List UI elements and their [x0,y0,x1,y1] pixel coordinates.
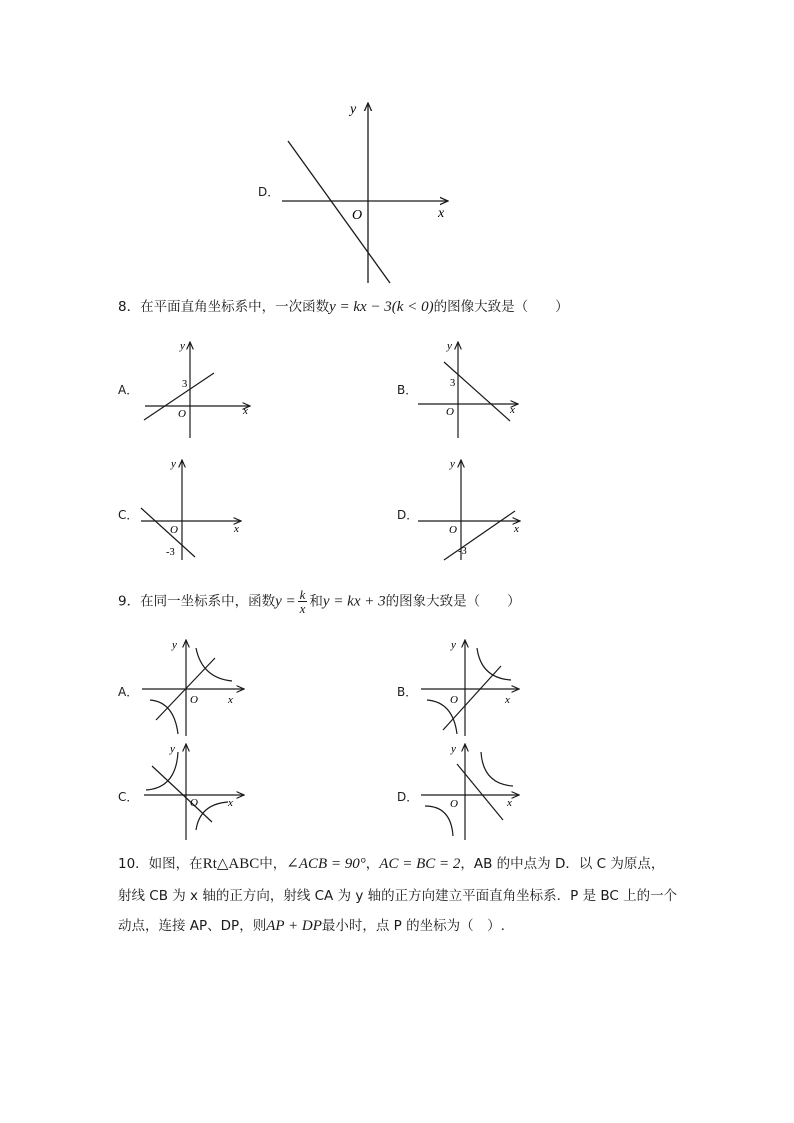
q10-line-2: 射线 CB 为 x 轴的正方向，射线 CA 为 y 轴的正方向建立平面直角坐标系．P 是 BC 上的一个 [118,888,678,904]
svg-text:O: O [190,797,198,809]
svg-text:y: y [172,639,177,651]
svg-text:O: O [190,694,198,706]
q8-option-c-label[interactable]: C． [118,508,139,522]
svg-text:x: x [510,404,515,416]
svg-text:O: O [170,524,178,536]
svg-text:3: 3 [182,379,188,390]
q9-stem: 9．在同一坐标系中，函数y = $\frac{k}{x}$ 和y = kx + 3的图象大致是（ ） [118,587,521,616]
svg-text:x: x [234,523,239,535]
x-axis-label: x [438,206,445,221]
q9-option-a-label[interactable]: A． [118,685,139,699]
svg-text:O: O [450,694,458,706]
q8-option-c-graph[interactable] [135,456,247,562]
svg-text:O: O [178,408,186,420]
svg-text:-3: -3 [166,547,175,558]
q9-option-c-label[interactable]: C． [118,790,139,804]
q8-option-a-graph[interactable] [140,338,255,440]
svg-text:x: x [228,694,233,706]
svg-text:O: O [449,524,457,536]
q9-option-d-graph[interactable] [417,740,525,842]
svg-text:y: y [451,743,456,755]
svg-text:y: y [450,458,455,470]
svg-text:y: y [171,458,176,470]
q8-option-b-label[interactable]: B． [397,383,418,397]
svg-text:3: 3 [450,378,456,389]
svg-text:x: x [243,405,248,417]
q9-option-a-graph[interactable] [140,636,250,738]
y-axis-label: y [350,102,357,117]
q10-line-3: 动点，连接 AP、DP，则AP + DP最小时，点 P 的坐标为（ ）. [118,918,505,934]
q9-option-b-label[interactable]: B． [397,685,418,699]
q8-option-d-graph[interactable] [414,456,526,562]
q7-d-line [288,141,390,283]
svg-text:y: y [447,340,452,352]
svg-text:y: y [180,340,185,352]
q9-option-b-graph[interactable] [417,636,525,738]
origin-label: O [352,208,363,223]
svg-text:x: x [507,797,512,809]
q7-option-d-graph [270,95,460,290]
svg-text:O: O [446,406,454,418]
q8-option-a-label[interactable]: A． [118,383,139,397]
q8-stem: 8．在平面直角坐标系中，一次函数y = kx − 3(k < 0)的图像大致是（ ） [118,299,569,315]
svg-text:y: y [170,743,175,755]
q9-option-c-graph[interactable] [140,740,250,842]
q10-line-1: 10．如图，在Rt△ABC中，∠ACB = 90°，AC = BC = 2，AB 的中点为 D．以 C 为原点， [118,856,665,872]
svg-text:x: x [228,797,233,809]
q9-option-d-label[interactable]: D． [397,790,419,804]
svg-text:y: y [451,639,456,651]
svg-text:-3: -3 [458,546,467,557]
q7-option-d-label: D． [258,185,280,199]
q8-option-b-graph[interactable] [414,338,524,440]
svg-text:x: x [514,523,519,535]
svg-text:O: O [450,798,458,810]
svg-text:x: x [505,694,510,706]
q8-option-d-label[interactable]: D． [397,508,419,522]
